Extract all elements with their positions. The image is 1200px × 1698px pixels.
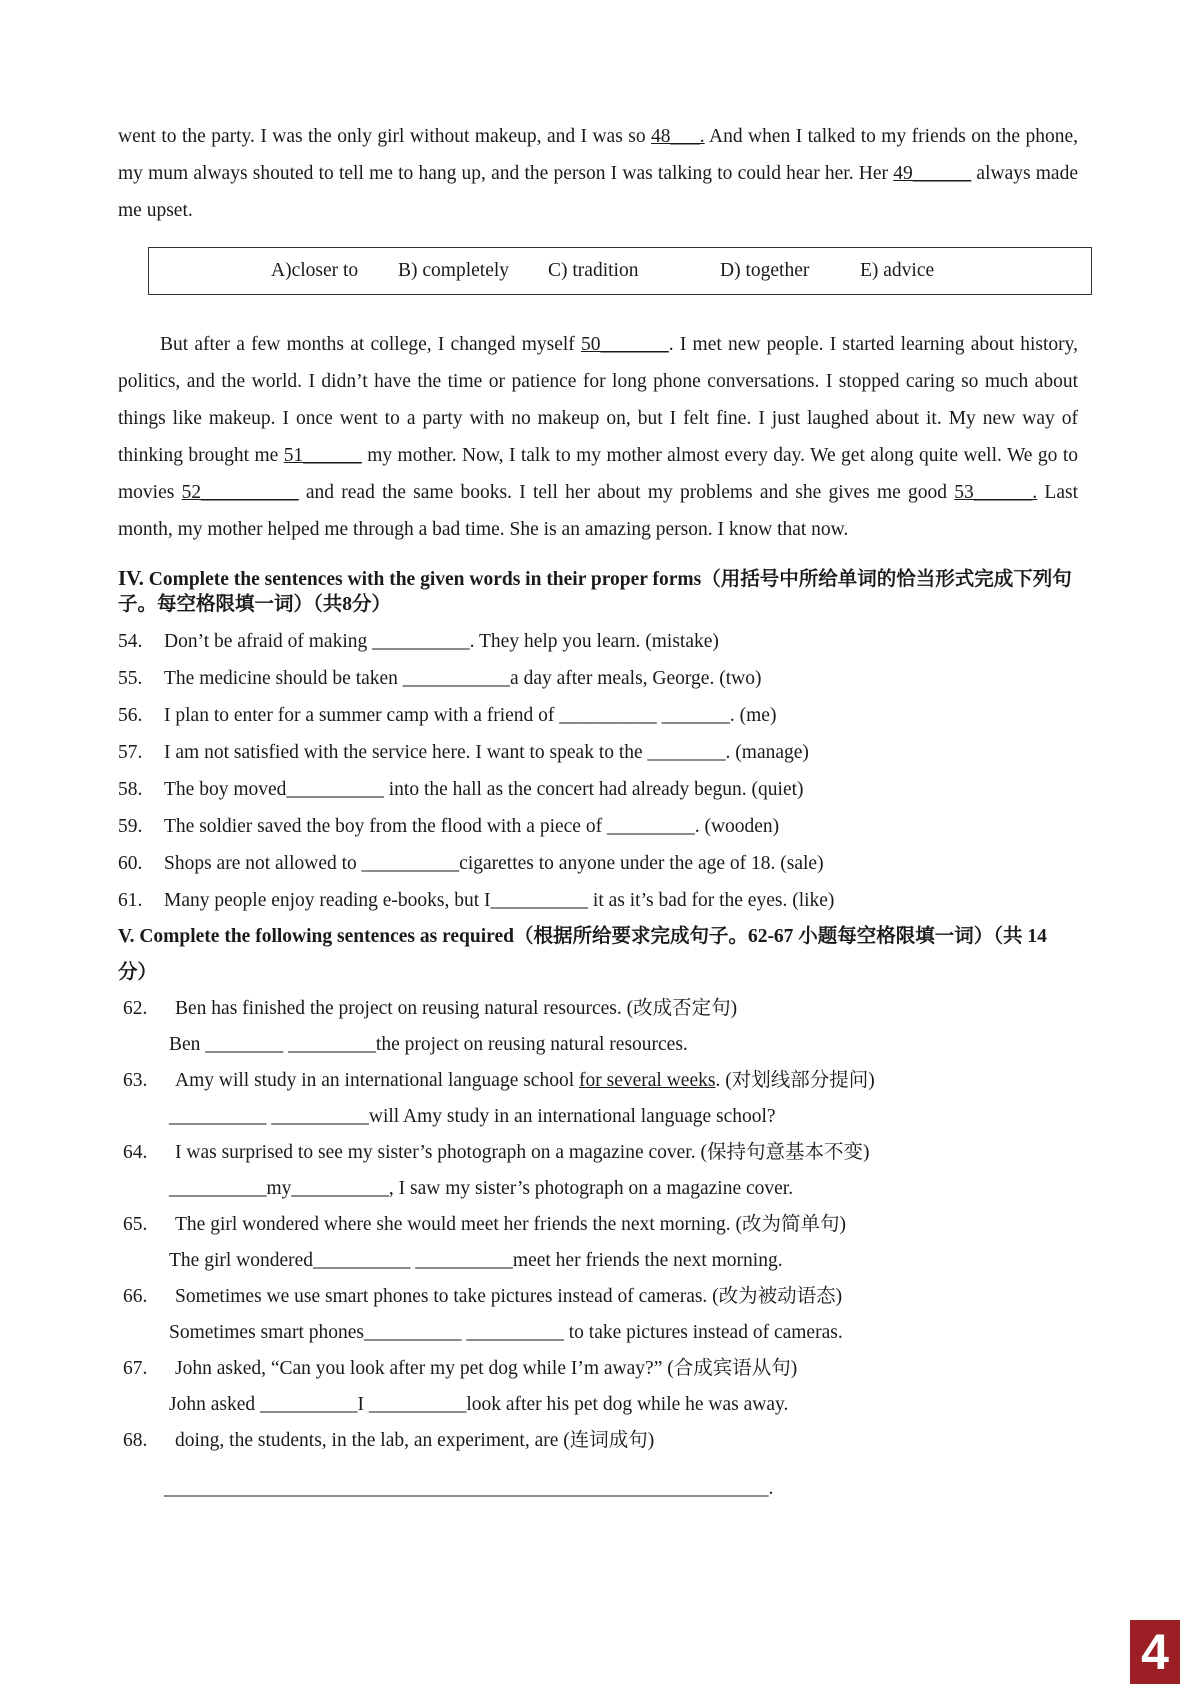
- passage-text: Last month, my mother helped me through a bad time. She is an amazing person. I know that now.: [118, 482, 1078, 540]
- question-65: [118, 1207, 1078, 1243]
- passage-text: always made me upset.: [118, 163, 1078, 221]
- question-number: 61.: [118, 890, 143, 911]
- question-text: I was surprised to see my sister’s photograph on a magazine cover. (保持句意基本不变): [175, 1142, 870, 1163]
- question-58: [118, 771, 1078, 808]
- page-number-badge: [1130, 1620, 1180, 1684]
- answer-line-66: Sometimes smart phones__________ __________ to take pictures instead of cameras.: [169, 1322, 843, 1343]
- question-55: [118, 660, 1078, 697]
- word-option-b: B) completely: [398, 260, 510, 281]
- answer-line-67: John asked __________I __________look after his pet dog while he was away.: [169, 1394, 789, 1415]
- answer-line-64: __________my__________, I saw my sister’s photograph on a magazine cover.: [169, 1178, 794, 1199]
- question-number: 58.: [118, 779, 143, 800]
- blank-48: 48___.: [651, 126, 705, 147]
- question-text: The soldier saved the boy from the flood with a piece of _________. (wooden): [164, 816, 780, 837]
- passage-text: And when I talked to my friends on the phone, my mum always shouted to tell me to hang up, and the person I was talking to could hear her. Her: [118, 126, 1078, 184]
- section-5-title: V. Complete the following sentences as required（根据所给要求完成句子。62-67 小题每空格限填一词）（共 14 分）: [118, 926, 1047, 983]
- question-57: [118, 734, 1078, 771]
- question-59: [118, 808, 1078, 845]
- word-option-d: D) together: [720, 260, 810, 281]
- question-number: 68.: [123, 1430, 148, 1451]
- section-4-title: [118, 566, 1078, 617]
- question-62: [118, 991, 1078, 1027]
- question-61: [118, 882, 1078, 919]
- question-number: 63.: [123, 1070, 148, 1091]
- question-text: Shops are not allowed to __________cigarettes to anyone under the age of 18. (sale): [164, 853, 824, 874]
- passage-bottom: [118, 326, 1078, 548]
- question-60: [118, 845, 1078, 882]
- question-text: John asked, “Can you look after my pet dog while I’m away?” (合成宾语从句): [175, 1358, 798, 1379]
- question-text: I plan to enter for a summer camp with a friend of __________ _______. (me): [164, 705, 777, 726]
- question-number: 64.: [123, 1142, 148, 1163]
- question-number: 65.: [123, 1214, 148, 1235]
- section-4-list: [118, 623, 1078, 919]
- question-text: The boy moved__________ into the hall as the concert had already begun. (quiet): [164, 779, 804, 800]
- passage-text: went to the party. I was the only girl without makeup, and I was so: [118, 126, 652, 147]
- question-number: 59.: [118, 816, 143, 837]
- question-text: doing, the students, in the lab, an experiment, are (连词成句): [175, 1430, 655, 1451]
- question-text: The girl wondered where she would meet her friends the next morning. (改为简单句): [175, 1214, 846, 1235]
- question-text: I am not satisfied with the service here. I want to speak to the ________. (manage): [164, 742, 809, 763]
- answer-line-62: Ben ________ _________the project on reusing natural resources.: [169, 1034, 688, 1055]
- section-4-roman: IV.: [118, 566, 144, 590]
- passage-top: [118, 118, 1078, 229]
- question-66: [118, 1279, 1078, 1315]
- question-number: 66.: [123, 1286, 148, 1307]
- word-bank-box: [148, 247, 1092, 295]
- passage-text: my mother. Now, I talk to my mother almost every day. We get along quite well. We go to movies: [118, 445, 1078, 503]
- blank-51: 51______: [283, 445, 362, 466]
- passage-text: But after a few months at college, I changed myself: [160, 334, 582, 355]
- question-64: [118, 1135, 1078, 1171]
- answer-line-68: ______________________________________________________________.: [164, 1478, 774, 1499]
- question-number: 54.: [118, 631, 143, 652]
- question-text: Many people enjoy reading e-books, but I__________ it as it’s bad for the eyes. (like): [164, 890, 835, 911]
- question-number: 55.: [118, 668, 143, 689]
- question-text: Ben has finished the project on reusing natural resources. (改成否定句): [175, 998, 738, 1019]
- section-4-title-text: Complete the sentences with the given words in their proper forms（用括号中所给单词的恰当形式完成下列句子。每空格限填一词）（共8分）: [118, 569, 1072, 615]
- section-5-list: [118, 991, 1078, 1507]
- answer-line-63: __________ __________will Amy study in an international language school?: [169, 1106, 776, 1127]
- question-text: Amy will study in an international language school: [175, 1070, 580, 1091]
- question-number: 56.: [118, 705, 143, 726]
- page-number: 4: [1141, 1624, 1169, 1680]
- question-text: . (对划线部分提问): [715, 1070, 875, 1091]
- question-text: Don’t be afraid of making __________. They help you learn. (mistake): [164, 631, 719, 652]
- word-option-a: A)closer to: [271, 260, 359, 281]
- question-56: [118, 697, 1078, 734]
- answer-line-65: The girl wondered__________ __________meet her friends the next morning.: [169, 1250, 783, 1271]
- question-54: [118, 623, 1078, 660]
- question-63: [118, 1063, 1078, 1099]
- blank-49: 49______: [893, 163, 972, 184]
- question-text: The medicine should be taken ___________a day after meals, George. (two): [164, 668, 762, 689]
- blank-52: 52__________: [181, 482, 299, 503]
- question-68: [118, 1423, 1078, 1459]
- question-number: 67.: [123, 1358, 148, 1379]
- question-text: Sometimes we use smart phones to take pictures instead of cameras. (改为被动语态): [175, 1286, 843, 1307]
- exam-page: [118, 118, 1078, 1507]
- blank-53: 53______.: [954, 482, 1038, 503]
- passage-text: and read the same books. I tell her about my problems and she gives me good: [298, 482, 955, 503]
- question-number: 57.: [118, 742, 143, 763]
- underlined-phrase: for several weeks: [579, 1070, 716, 1091]
- word-option-c: C) tradition: [548, 260, 639, 281]
- passage-text: . I met new people. I started learning about history, politics, and the world. I didn’t have the time or patience for long phone conversations. I stopped caring so much about things like makeup. I once went to a party with no makeup on, but I felt fine. I just laughed about it. My new way of thinking brought me: [118, 334, 1078, 466]
- question-number: 60.: [118, 853, 143, 874]
- word-option-e: E) advice: [860, 260, 935, 281]
- question-67: [118, 1351, 1078, 1387]
- blank-50: 50_______: [581, 334, 669, 355]
- question-number: 62.: [123, 998, 148, 1019]
